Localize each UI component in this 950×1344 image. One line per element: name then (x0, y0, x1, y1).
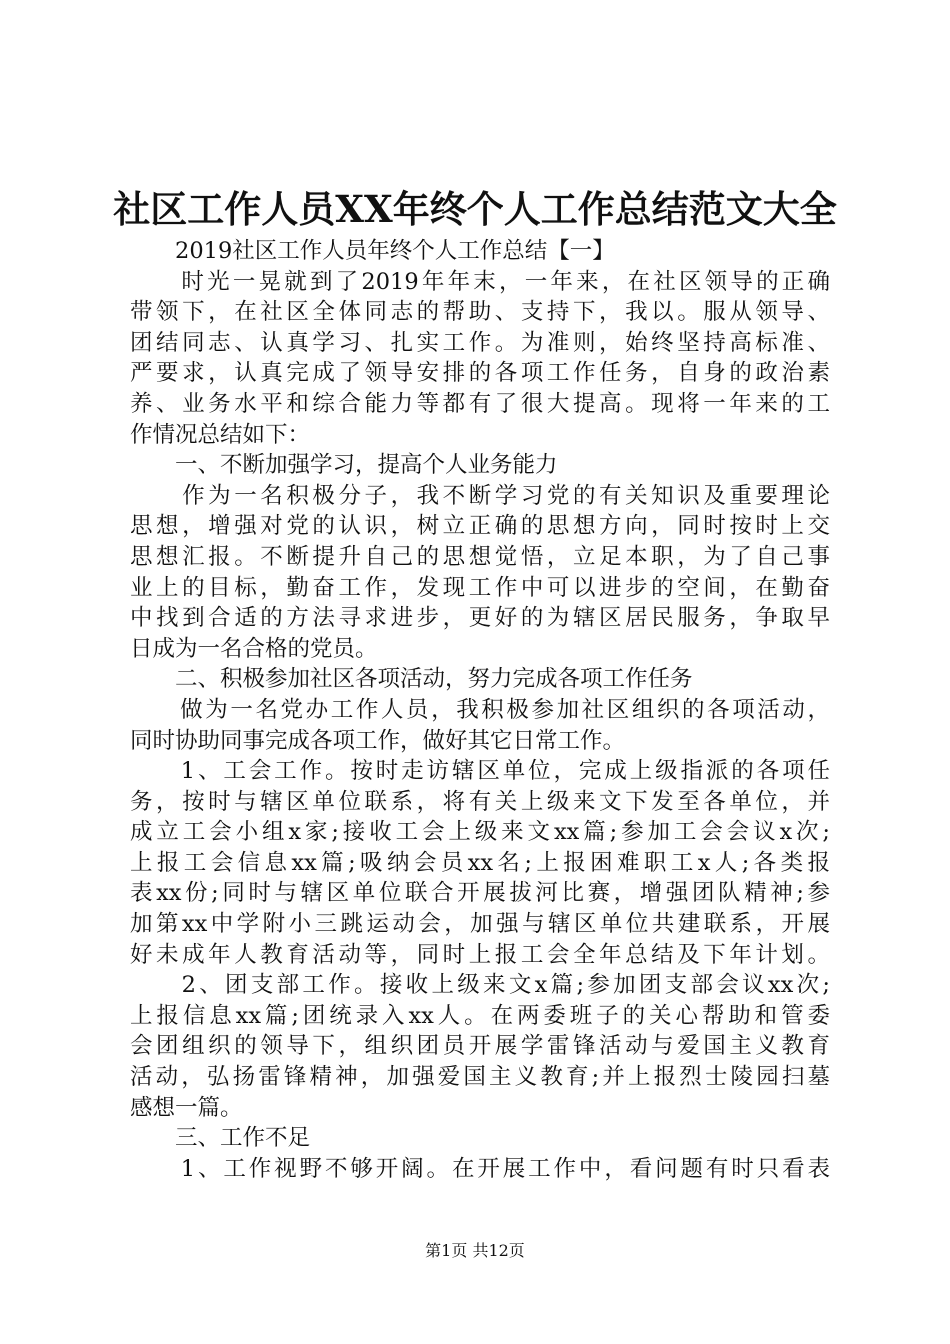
paragraph-line: 带领下，在社区全体同志的帮助、支持下，我以。服从领导、 (130, 299, 830, 326)
heading-line: 2019社区工作人员年终个人工作总结【一】 (130, 238, 615, 264)
paragraph-line: 感想一篇。 (130, 1094, 243, 1121)
paragraph-line: 1、工会工作。按时走访辖区单位，完成上级指派的各项任 (130, 758, 830, 785)
paragraph-line: 养、业务水平和综合能力等都有了很大提高。现将一年来的工 (130, 390, 830, 417)
paragraph-line: 作为一名积极分子，我不断学习党的有关知识及重要理论 (130, 482, 830, 509)
paragraph-line: 2、团支部工作。接收上级来文x篇;参加团支部会议xx次; (130, 972, 830, 999)
paragraph-line: 思想汇报。不断提升自己的思想觉悟，立足本职，为了自己事 (130, 543, 830, 570)
paragraph-line: 表xx份;同时与辖区单位联合开展拔河比赛，增强团队精神;参 (130, 880, 830, 907)
paragraph-line: 上报信息xx篇;团统录入xx人。在两委班子的关心帮助和管委 (130, 1002, 830, 1029)
paragraph-line: 活动，弘扬雷锋精神，加强爱国主义教育;并上报烈士陵园扫墓 (130, 1064, 830, 1091)
document-body (130, 236, 830, 1184)
section-heading: 三、工作不足 (130, 1125, 311, 1152)
paragraph-line: 成立工会小组x家;接收工会上级来文xx篇;参加工会会议x次; (130, 819, 830, 846)
paragraph-line: 业上的目标，勤奋工作，发现工作中可以进步的空间，在勤奋 (130, 574, 830, 601)
paragraph-line: 团结同志、认真学习、扎实工作。为准则，始终坚持高标准、 (130, 329, 830, 356)
section-heading: 一、不断加强学习，提高个人业务能力 (130, 452, 558, 479)
paragraph-line: 好未成年人教育活动等，同时上报工会全年总结及下年计划。 (130, 941, 830, 968)
page-footer: 第1页 共12页 (425, 1241, 525, 1260)
paragraph-line: 作情况总结如下： (130, 421, 311, 448)
paragraph-line: 中找到合适的方法寻求进步，更好的为辖区居民服务，争取早 (130, 605, 830, 632)
section-heading: 二、积极参加社区各项活动，努力完成各项工作任务 (130, 666, 693, 693)
paragraph-line: 加第xx中学附小三跳运动会，加强与辖区单位共建联系，开展 (130, 911, 830, 938)
paragraph-line: 日成为一名合格的党员。 (130, 635, 378, 662)
paragraph-line: 做为一名党办工作人员，我积极参加社区组织的各项活动， (130, 696, 830, 723)
paragraph-line: 思想，增强对党的认识，树立正确的思想方向，同时按时上交 (130, 513, 830, 540)
paragraph-line: 同时协助同事完成各项工作，做好其它日常工作。 (130, 727, 626, 754)
paragraph-line: 上报工会信息xx篇;吸纳会员xx名;上报困难职工x人;各类报 (130, 849, 830, 876)
paragraph-line: 时光一晃就到了2019年年末，一年来，在社区领导的正确 (130, 268, 830, 295)
paragraph-line: 严要求，认真完成了领导安排的各项工作任务，自身的政治素 (130, 360, 830, 387)
document-title: 社区工作人员XX年终个人工作总结范文大全 (113, 187, 837, 231)
paragraph-line: 会团组织的领导下，组织团员开展学雷锋活动与爱国主义教育 (130, 1033, 830, 1060)
paragraph-line: 务，按时与辖区单位联系，将有关上级来文下发至各单位，并 (130, 788, 830, 815)
paragraph-line: 1、工作视野不够开阔。在开展工作中，看问题有时只看表 (130, 1155, 830, 1182)
